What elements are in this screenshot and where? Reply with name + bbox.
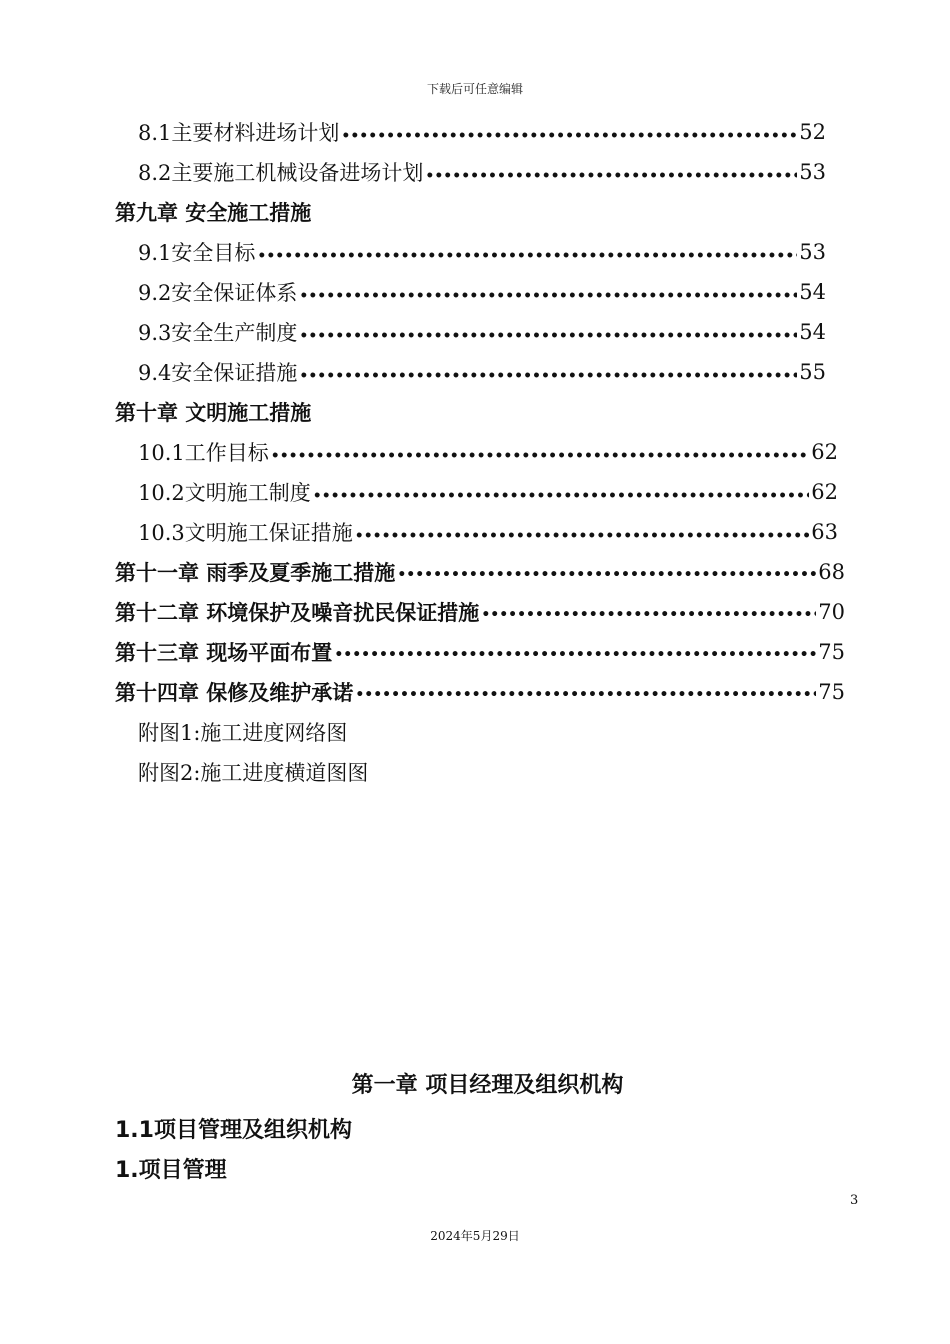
toc-entry-page: 53 (799, 240, 826, 264)
toc-leader-dots (481, 600, 816, 624)
toc-entry-label: 10.1工作目标 (138, 441, 269, 465)
page-footer-date: 2024年5月29日 (430, 1229, 520, 1243)
toc-chapter-heading[interactable] (115, 392, 845, 432)
toc-leader-dots (355, 520, 810, 545)
toc-entry-page: 70 (818, 600, 845, 624)
section-heading: 1.1项目管理及组织机构 (115, 1118, 352, 1143)
toc-leader-dots (257, 240, 797, 265)
toc-leader-dots (299, 280, 797, 305)
toc-entry[interactable] (138, 112, 826, 152)
toc-entry-page: 62 (811, 480, 838, 504)
toc-entry-page: 68 (818, 560, 845, 584)
chapter-title: 第一章 项目经理及组织机构 (351, 1073, 624, 1098)
toc-chapter-heading[interactable] (115, 192, 845, 232)
toc-entry-page: 75 (818, 680, 845, 704)
toc-entry[interactable] (138, 512, 838, 552)
page-number: 3 (850, 1193, 859, 1208)
toc-chapter-entry[interactable] (115, 632, 845, 672)
subsection-heading: 1.项目管理 (115, 1158, 227, 1183)
toc-chapter-entry[interactable] (115, 672, 845, 712)
toc-entry-label: 第十四章 保修及维护承诺 (115, 681, 354, 705)
toc-leader-dots (313, 480, 810, 505)
toc-entry-page: 62 (811, 440, 838, 464)
toc-entry[interactable] (138, 152, 826, 192)
toc-entry[interactable] (138, 352, 826, 392)
toc-leader-dots (397, 560, 816, 584)
toc-chapter-entry[interactable] (115, 592, 845, 632)
toc-leader-dots (299, 320, 797, 345)
toc-entry[interactable] (138, 472, 838, 512)
toc-entry-page: 52 (799, 120, 826, 144)
toc-entry-page: 55 (799, 360, 826, 384)
toc-entry-page: 54 (799, 320, 826, 344)
toc-entry[interactable] (138, 312, 826, 352)
toc-entry-label: 8.2主要施工机械设备进场计划 (138, 161, 424, 185)
toc-leader-dots (299, 360, 797, 385)
toc-entry-page: 63 (811, 520, 838, 544)
toc-entry[interactable] (138, 232, 826, 272)
toc-entry-label: 第十二章 环境保护及噪音扰民保证措施 (115, 601, 480, 625)
toc-entry-page: 54 (799, 280, 826, 304)
toc-entry-label: 9.2安全保证体系 (138, 281, 298, 305)
toc-leader-dots (334, 640, 816, 664)
toc-entry-page: 53 (799, 160, 826, 184)
toc-entry[interactable] (138, 432, 838, 472)
toc-entry-label: 10.2文明施工制度 (138, 481, 311, 505)
toc-leader-dots (341, 120, 797, 145)
toc-leader-dots (271, 440, 810, 465)
toc-appendix-entry[interactable] (138, 712, 826, 752)
toc-entry-label: 8.1主要材料进场计划 (138, 121, 340, 145)
toc-entry-label: 9.4安全保证措施 (138, 361, 298, 385)
toc-entry-label: 9.3安全生产制度 (138, 321, 298, 345)
toc-entry-label: 第十一章 雨季及夏季施工措施 (115, 561, 396, 585)
toc-entry-label: 9.1安全目标 (138, 241, 256, 265)
toc-entry-label: 附图1:施工进度网络图 (138, 721, 348, 745)
toc-entry-label: 10.3文明施工保证措施 (138, 521, 353, 545)
toc-entry-label: 第十章 文明施工措施 (115, 401, 312, 425)
toc-entry-page: 75 (818, 640, 845, 664)
toc-chapter-entry[interactable] (115, 552, 845, 592)
toc-leader-dots (355, 680, 816, 704)
toc-entry-label: 第九章 安全施工措施 (115, 201, 312, 225)
toc-entry-label: 第十三章 现场平面布置 (115, 641, 333, 665)
toc-appendix-entry[interactable] (138, 752, 826, 792)
toc-leader-dots (425, 160, 797, 185)
page-header: 下载后可任意编辑 (426, 82, 523, 96)
toc-entry[interactable] (138, 272, 826, 312)
toc-entry-label: 附图2:施工进度横道图图 (138, 761, 369, 785)
